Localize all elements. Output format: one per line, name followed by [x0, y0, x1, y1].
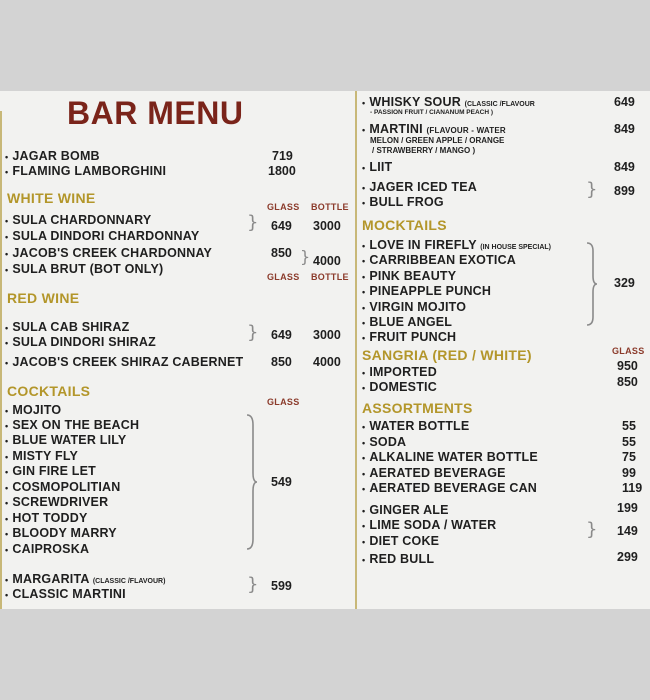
price-white-2-bottle: 4000: [313, 254, 341, 268]
bracket-jager: }: [586, 179, 598, 200]
price-white-2-glass: 850: [271, 246, 292, 260]
item-blue-angel: • BLUE ANGEL: [362, 315, 453, 329]
item-imported: • IMPORTED: [362, 365, 437, 379]
item-domestic: • DOMESTIC: [362, 380, 437, 394]
price-white-1-glass: 649: [271, 219, 292, 233]
bracket-margarita: }: [247, 574, 259, 595]
left-border-line: [0, 111, 2, 609]
price-soda: 55: [622, 435, 636, 449]
price-whisky-sour: 649: [614, 95, 635, 109]
price-cocktails: 549: [271, 475, 292, 489]
label-glass-cocktails: GLASS: [267, 397, 300, 407]
item-jacobs-creek-chardonnay: • JACOB'S CREEK CHARDONNAY: [5, 246, 213, 260]
label-bottle-2: BOTTLE: [311, 272, 349, 282]
bracket-white-2: }: [300, 247, 311, 266]
price-flaming-lamborghini: 1800: [268, 164, 296, 178]
whisky-sour-flavours: - PASSION FRUIT / CIANANUM PEACH ): [370, 109, 494, 116]
price-jager: 899: [614, 184, 635, 198]
martini-flavours-2: / STRAWBERRY / MANGO ): [372, 146, 476, 155]
item-red-bull: • RED BULL: [362, 552, 435, 566]
item-love-in-firefly: • LOVE IN FIREFLY (IN HOUSE SPECIAL): [362, 238, 552, 252]
item-cosmopolitian: • COSMOPOLITIAN: [5, 480, 121, 494]
item-sula-dindori-shiraz: • SULA DINDORI SHIRAZ: [5, 335, 156, 349]
price-red-2-glass: 850: [271, 355, 292, 369]
item-caiproska: • CAIPROSKA: [5, 542, 90, 556]
item-bull-frog: • BULL FROG: [362, 195, 444, 209]
label-bottle: BOTTLE: [311, 202, 349, 212]
label-glass-2: GLASS: [267, 272, 300, 282]
item-screwdriver: • SCREWDRIVER: [5, 495, 109, 509]
item-soda: • SODA: [362, 435, 407, 449]
item-mojito: • MOJITO: [5, 403, 62, 417]
bracket-cocktails: [244, 413, 258, 551]
price-aerated-beverage: 99: [622, 466, 636, 480]
item-bloody-marry: • BLOODY MARRY: [5, 526, 117, 540]
item-martini: • MARTINI (FLAVOUR - WATER: [362, 122, 506, 136]
item-sula-dindori-chardonnay: • SULA DINDORI CHARDONNAY: [5, 229, 200, 243]
price-red-bull: 299: [617, 550, 638, 564]
item-lime-soda-water: • LIME SODA / WATER: [362, 518, 497, 532]
item-aerated-beverage-can: • AERATED BEVERAGE CAN: [362, 481, 538, 495]
price-mocktails: 329: [614, 276, 635, 290]
bracket-red-1: }: [247, 322, 259, 343]
section-assortments: ASSORTMENTS: [362, 400, 473, 416]
item-jagar-bomb: • JAGAR BOMB: [5, 149, 100, 163]
item-sula-chardonnary: • SULA CHARDONNARY: [5, 213, 152, 227]
section-sangria: SANGRIA (RED / WHITE): [362, 347, 532, 363]
price-liit: 849: [614, 160, 635, 174]
item-sula-brut: • SULA BRUT (BOT ONLY): [5, 262, 164, 276]
price-margarita-martini: 599: [271, 579, 292, 593]
menu-title: BAR MENU: [67, 95, 244, 131]
price-jagar-bomb: 719: [272, 149, 293, 163]
item-classic-martini: • CLASSIC MARTINI: [5, 587, 126, 601]
price-domestic: 850: [617, 375, 638, 389]
item-sula-cab-shiraz: • SULA CAB SHIRAZ: [5, 320, 130, 334]
item-margarita: • MARGARITA (CLASSIC /FLAVOUR): [5, 572, 166, 586]
item-liit: • LIIT: [362, 160, 393, 174]
bracket-white-1: }: [247, 212, 259, 233]
price-martini: 849: [614, 122, 635, 136]
section-mocktails: MOCKTAILS: [362, 217, 447, 233]
item-aerated-beverage: • AERATED BEVERAGE: [362, 466, 506, 480]
item-pineapple-punch: • PINEAPPLE PUNCH: [362, 284, 492, 298]
item-sex-on-the-beach: • SEX ON THE BEACH: [5, 418, 140, 432]
item-virgin-mojito: • VIRGIN MOJITO: [362, 300, 467, 314]
label-glass-sangria: GLASS: [612, 346, 645, 356]
item-flaming-lamborghini: • FLAMING LAMBORGHINI: [5, 164, 167, 178]
price-red-1-bottle: 3000: [313, 328, 341, 342]
item-fruit-punch: • FRUIT PUNCH: [362, 330, 457, 344]
price-aerated-beverage-can: 119: [622, 481, 643, 495]
bracket-mocktails: [584, 241, 598, 327]
item-jacobs-creek-shiraz: • JACOB'S CREEK SHIRAZ CABERNET: [5, 355, 244, 369]
item-jager-iced-tea: • JAGER ICED TEA: [362, 180, 478, 194]
martini-flavours-1: MELON / GREEN APPLE / ORANGE: [370, 136, 505, 145]
bar-menu-card: [0, 91, 650, 609]
item-diet-coke: • DIET COKE: [362, 534, 440, 548]
section-cocktails: COCKTAILS: [7, 383, 91, 399]
center-divider-line: [355, 91, 357, 609]
price-white-1-bottle: 3000: [313, 219, 341, 233]
bracket-lime-diet: }: [586, 519, 598, 540]
price-red-1-glass: 649: [271, 328, 292, 342]
section-white-wine: WHITE WINE: [7, 190, 96, 206]
item-gin-fire-let: • GIN FIRE LET: [5, 464, 97, 478]
item-pink-beauty: • PINK BEAUTY: [362, 269, 457, 283]
price-imported: 950: [617, 359, 638, 373]
label-glass: GLASS: [267, 202, 300, 212]
item-hot-toddy: • HOT TODDY: [5, 511, 88, 525]
item-carribbean-exotica: • CARRIBBEAN EXOTICA: [362, 253, 517, 267]
price-ginger-ale: 199: [617, 501, 638, 515]
item-blue-water-lily: • BLUE WATER LILY: [5, 433, 127, 447]
section-red-wine: RED WINE: [7, 290, 80, 306]
price-lime-diet: 149: [617, 524, 638, 538]
item-misty-fly: • MISTY FLY: [5, 449, 79, 463]
item-alkaline-water-bottle: • ALKALINE WATER BOTTLE: [362, 450, 538, 464]
price-water-bottle: 55: [622, 419, 636, 433]
item-ginger-ale: • GINGER ALE: [362, 503, 449, 517]
item-water-bottle: • WATER BOTTLE: [362, 419, 470, 433]
price-alkaline-water-bottle: 75: [622, 450, 636, 464]
price-red-2-bottle: 4000: [313, 355, 341, 369]
item-whisky-sour: • WHISKY SOUR (CLASSIC /FLAVOUR: [362, 95, 535, 109]
